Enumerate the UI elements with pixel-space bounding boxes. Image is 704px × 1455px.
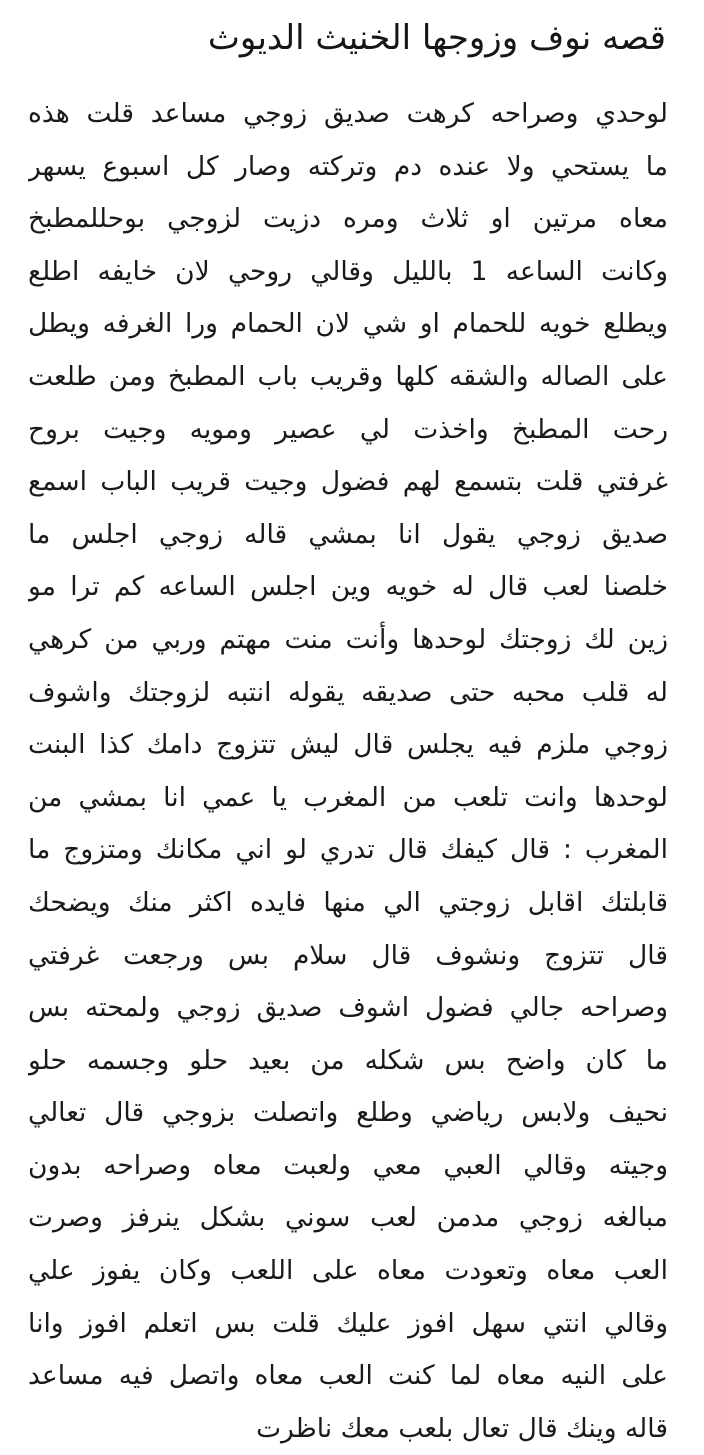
story-line: غرفتي قلت بتسمع لهم فضول وجيت قريب الباب اسمع [28,466,668,498]
story-body [28,88,668,1455]
story-line: زوجي ملزم فيه يجلس قال ليش تتزوج دامك كذا البنت [28,729,668,761]
story-line: قال تتزوج ونشوف قال سلام بس ورجعت غرفتي [28,939,668,971]
story-line: معاه مرتين او ثلاث ومره دزيت لزوجي بوحللمطبخ [28,203,668,235]
story-line: مبالغه زوجي مدمن لعب سوني بشكل ينرفز وصرت [28,1202,668,1234]
story-line: على الصاله والشقه كلها وقريب باب المطبخ ومن طلعت [28,360,668,392]
story-line: قاله وينك قال تعال بلعب معك ناظرت [256,1412,668,1444]
story-line: المغرب : قال كيفك قال تدري لو اني مكانك ومتزوج ما [28,834,668,866]
story-line: صديق زوجي يقول انا بمشي قاله زوجي اجلس ما [28,518,668,550]
story-line: وقالي انتي سهل افوز عليك قلت بس اتعلم افوز وانا [28,1307,668,1339]
story-line: وجيته وقالي العبي معي ولعبت معاه وصراحه بدون [28,1149,668,1181]
story-line: رحت المطبخ واخذت لي عصير ومويه وجيت بروح [28,413,668,445]
story-line: قابلتك اقابل زوجتي الي منها فايده اكثر منك ويضحك [28,886,668,918]
story-line: ما كان واضح بس شكله من بعيد حلو وجسمه حلو [28,1044,668,1076]
story-line: خلصنا لعب قال له خويه وين اجلس الساعه كم ترا مو [28,571,668,603]
story-line: ويطلع خويه للحمام او شي لان الحمام ورا الغرفه ويطل [28,308,668,340]
story-line: العب معاه وتعودت معاه على اللعب وكان يفوز علي [28,1255,668,1287]
story-line: على النيه معاه لما كنت العب معاه واتصل فيه مساعد [28,1360,668,1392]
story-line: لوحدي وصراحه كرهت صديق زوجي مساعد قلت هذه [28,98,668,129]
story-title: قصه نوف وزوجها الخنيث الديوث [207,18,666,58]
story-line: وكانت الساعه 1 بالليل وقالي روحي لان خايفه اطلع [28,255,668,287]
story-line: ما يستحي ولا عنده دم وتركته وصار كل اسبوع يسهر [28,150,668,182]
story-line: نحيف ولابس رياضي وطلع واتصلت بزوجي قال تعالي [28,1097,668,1129]
story-line: لوحدها وانت تلعب من المغرب يا عمي انا بمشي من [28,781,668,813]
story-line: زين لك زوجتك لوحدها وأنت منت مهتم وربي من كرهي [28,623,668,655]
story-line: له قلب محبه حتى صديقه يقوله انتبه لزوجتك واشوف [28,676,668,708]
story-line: وصراحه جالي فضول اشوف صديق زوجي ولمحته بس [28,992,668,1024]
